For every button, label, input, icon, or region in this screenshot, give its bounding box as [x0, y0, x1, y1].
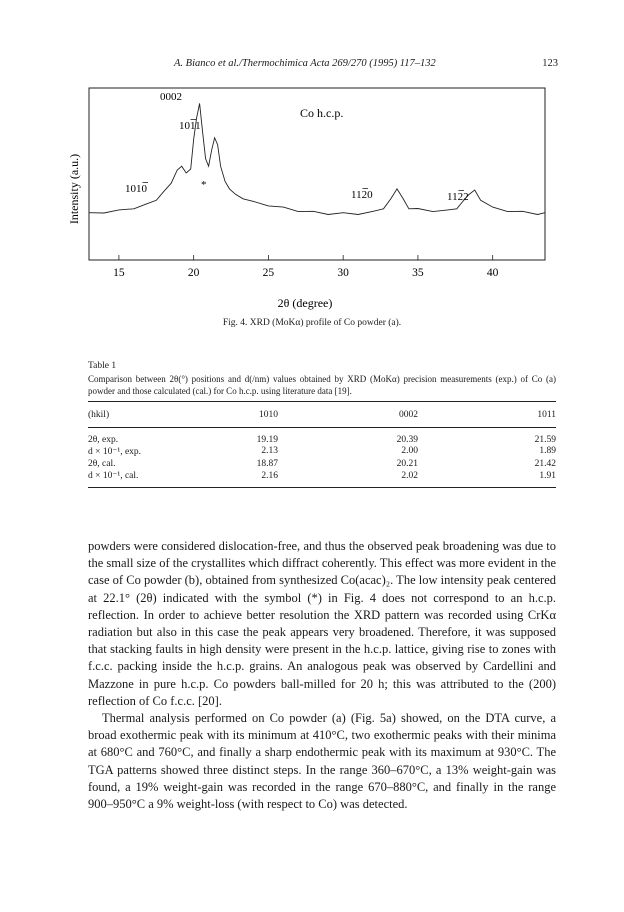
- body-text: [88, 538, 556, 813]
- page-number: 123: [542, 58, 558, 69]
- x-tick-label: 30: [337, 267, 349, 279]
- peak-label-1122-text: 1122: [447, 191, 469, 203]
- table-row-label: d × 10⁻¹, cal.: [88, 471, 139, 481]
- table-cell: 1.89: [539, 446, 556, 457]
- peak-label-1011-text: 1011: [179, 120, 201, 132]
- x-tick-label: 20: [187, 267, 200, 279]
- paragraph: powders were considered dislocation-free, and thus the observed peak broadening was due to the small size of the crystallites which diffract coherently. This effect was more evident in the case of Co powder (b), obtained from synthesized Co(acac)₂. The low intensity peak centered at 22.1° (2θ) indicated with the symbol (*) in Fig. 4 does not correspond to an h.c.p. reflection. In order to achieve better resolution the XRD pattern was recorded using CrKα radiation but also in this case the peak appears very broadened. Therefore, it was supposed that stacking faults in high density were present in the h.c.p. lattice, giving rise to zones with f.c.c. packing inside the h.c.p. grains. An analogous peak was observed by Cardellini and Mazzone in pure h.c.p. Co powders ball-milled for 20 h; this was attributed to the (200) reflection of Co f.c.c. [20].: [88, 539, 556, 708]
- table-cell: 2.13: [261, 446, 278, 457]
- table-row-label: 2θ, exp.: [88, 435, 119, 445]
- peak-label-1120: [351, 189, 373, 202]
- table-row: [88, 458, 556, 471]
- table-row-label: 2θ, cal.: [88, 458, 116, 469]
- table-cell: 20.39: [396, 435, 418, 445]
- x-ticks: [113, 255, 499, 279]
- table-row: [88, 470, 556, 488]
- y-axis-label: Intensity (a.u.): [67, 153, 81, 225]
- xrd-pattern-line: [89, 103, 545, 214]
- peak-label-0002: [160, 91, 182, 103]
- xrd-figure: [60, 86, 560, 317]
- peak-label-star: [201, 179, 207, 191]
- peak-label-1011: [179, 120, 201, 133]
- journal-citation: A. Bianco et al./Thermochimica Acta 269/270 (1995) 117–132: [174, 58, 436, 69]
- x-tick-label: 40: [486, 267, 499, 279]
- table-column-header: 1010: [259, 409, 278, 420]
- table-cell: 2.02: [401, 470, 418, 481]
- table-cell: 2.00: [401, 446, 418, 457]
- table-row: [88, 428, 556, 446]
- x-tick-label: 35: [412, 267, 424, 279]
- table-cell: 21.59: [534, 435, 556, 445]
- paragraph: Thermal analysis performed on Co powder (a) (Fig. 5a) showed, on the DTA curve, a broad exothermic peak with its minimum at 410°C, two exothermic peaks with their minima at 680°C and 760°C, and finally a sharp endothermic peak with its maximum at 930°C. The TGA patterns showed three distinct steps. In the range 360–670°C, a 13% weight-gain was found, a 19% weight-gain was recorded in the range 670–880°C, and finally in the range 900–950°C a 9% weight-loss (with respect to Co) was detected.: [88, 711, 556, 812]
- peak-label-1010-text: 1010: [125, 183, 147, 195]
- table-cell: 1.91: [539, 470, 556, 481]
- table-label: Table 1: [88, 361, 117, 371]
- table-cell: 2.16: [261, 470, 278, 481]
- x-tick-label: 15: [113, 267, 125, 279]
- table-cell: 19.19: [256, 435, 278, 445]
- table-column-header: 1011: [537, 409, 556, 420]
- table-header-row: [88, 402, 556, 428]
- x-axis-label: 2θ (degree): [277, 296, 333, 310]
- table-cell: 21.42: [534, 458, 556, 469]
- peak-label-1010: [125, 183, 148, 196]
- table-row-label: d × 10⁻¹, exp.: [88, 446, 142, 457]
- x-tick-label: 25: [262, 267, 275, 279]
- table-row: [88, 445, 556, 458]
- table-cell: 18.87: [256, 458, 278, 469]
- sample-label: Co h.c.p.: [300, 106, 344, 120]
- peak-label-1122: [447, 191, 469, 204]
- peak-label-star-text: *: [201, 179, 207, 191]
- table-cell: 20.21: [396, 458, 418, 469]
- comparison-table: [88, 401, 556, 488]
- xrd-chart: [60, 86, 560, 312]
- figure-caption: Fig. 4. XRD (MoKα) profile of Co powder (a).: [222, 318, 402, 328]
- peak-label-0002-text: 0002: [160, 91, 182, 103]
- peak-label-1120-text: 1120: [351, 189, 373, 201]
- table-caption: Comparison between 2θ(°) positions and d(/nm) values obtained by XRD (MoKα) precision measurements (exp.) of Co (a) powder and those calculated (cal.) for Co h.c.p. using literature data [19].: [88, 374, 556, 396]
- table-column-header: (hkil): [88, 409, 110, 420]
- table-column-header: 0002: [399, 409, 418, 420]
